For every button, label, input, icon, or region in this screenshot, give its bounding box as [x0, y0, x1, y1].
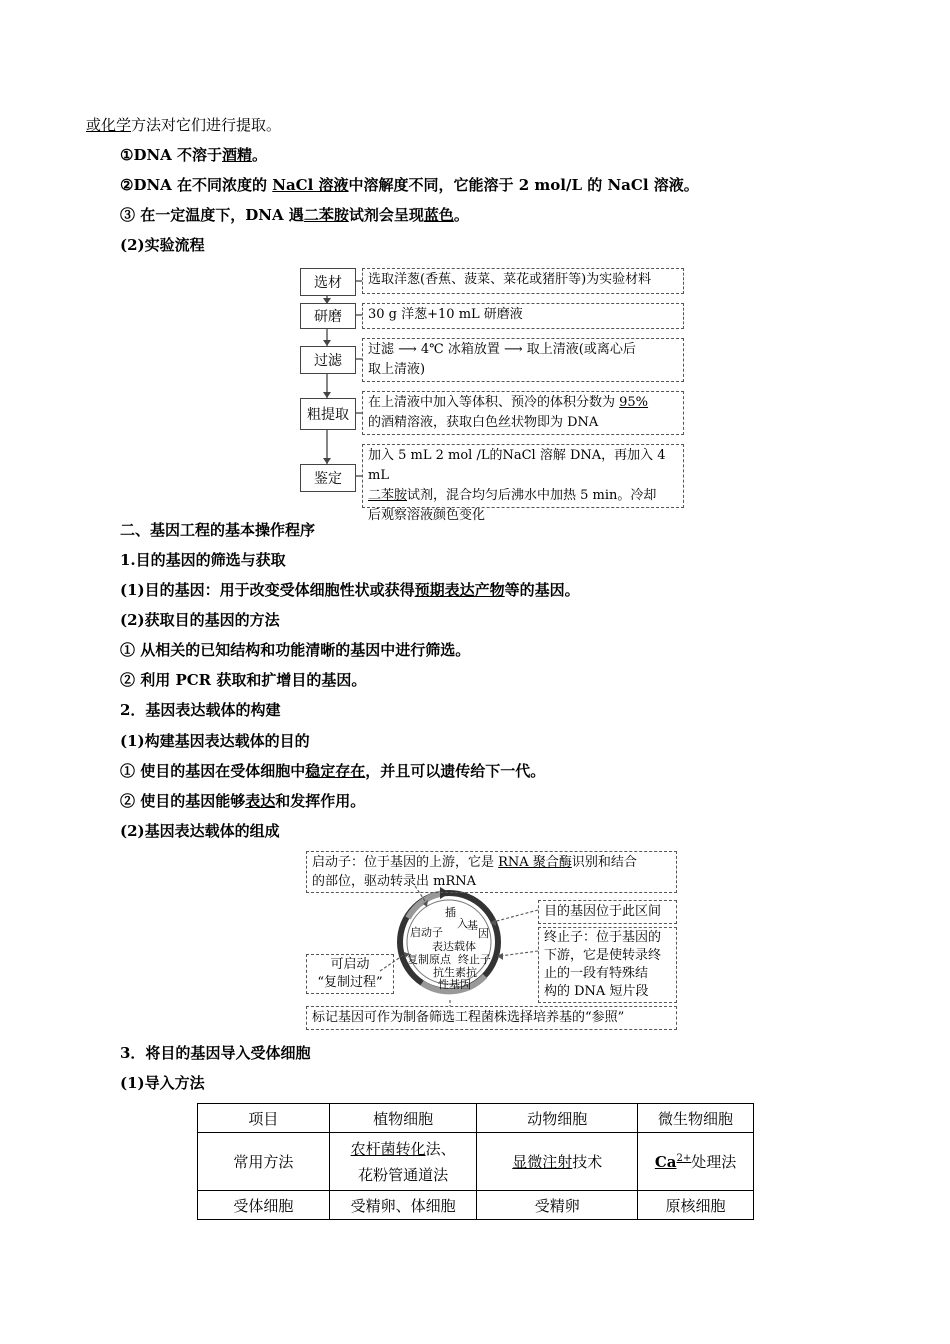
underlined-term: 预期表达产物 — [414, 581, 505, 599]
underlined-term: 蓝色 — [423, 206, 454, 224]
superscript: 2+ — [676, 1153, 692, 1164]
underlined-term: 显微注射 — [512, 1153, 573, 1171]
flow-note-identify — [362, 444, 684, 523]
flow-note-filter — [362, 338, 684, 382]
text: 。 — [453, 206, 469, 224]
note-line: 的部位，驱动转录出 mRNA — [312, 874, 477, 889]
underlined-term: 二苯胺 — [303, 206, 349, 224]
text: ② 使目的基因能够 — [120, 792, 246, 810]
note-text: 识别和结合 — [571, 855, 637, 870]
table-header-cell: 项目 — [198, 1104, 330, 1133]
vector-purpose-2 — [120, 791, 365, 811]
note-line: 可启动 — [330, 957, 370, 972]
insert-label-1: 插 — [445, 906, 456, 919]
underlined-term: 二苯胺 — [368, 488, 408, 503]
flow-step-filter: 过滤 — [300, 346, 356, 374]
text: 和发挥作用。 — [275, 792, 366, 810]
note-line: 过滤 ⟶ 4℃ 冰箱放置 ⟶ 取上清液(或离心后 — [368, 342, 636, 357]
flow-note-grind: 30 g 洋葱+10 mL 研磨液 — [362, 303, 684, 329]
note-text: 在上清液中加入等体积、预冷的体积分数为 — [368, 395, 620, 410]
text: 中溶解度不同，它能溶于 2 mol/L 的 NaCl 溶液。 — [348, 176, 699, 194]
table-header-cell: 微生物细胞 — [638, 1104, 754, 1133]
intro-text: 方法对它们进行提取。 — [131, 116, 282, 134]
underlined-term: 农杆菌转化 — [350, 1139, 426, 1158]
section-2-title: 二、基因工程的基本操作程序 — [120, 521, 316, 539]
text: 等的基因。 — [504, 581, 580, 599]
table-header-cell: 植物细胞 — [329, 1104, 477, 1133]
import-methods-heading: (1)导入方法 — [120, 1074, 205, 1092]
terminator-label: 终止子 — [458, 953, 491, 966]
table-cell: 受精卵 — [477, 1191, 638, 1220]
target-gene-note: 目的基因位于此区间 — [538, 900, 677, 924]
flow-heading: (2)实验流程 — [120, 236, 205, 254]
resistance-label-1: 抗生素抗 — [433, 966, 477, 979]
table-cell: 受精卵、体细胞 — [329, 1191, 477, 1220]
text: 法、 — [425, 1139, 456, 1158]
promoter-label: 启动子 — [410, 926, 443, 939]
text: ①DNA 不溶于 — [120, 146, 223, 164]
text: ① 使目的基因在受体细胞中 — [120, 762, 306, 780]
note-line: 取上清液) — [368, 362, 426, 377]
table-row — [198, 1133, 754, 1191]
marker-gene-note: 标记基因可作为制备筛选工程菌株选择培养基的“参照” — [306, 1006, 677, 1030]
underlined-term: 表达 — [245, 792, 276, 810]
section-2-2-title: 2．基因表达载体的构建 — [120, 701, 281, 719]
flow-note-extract — [362, 391, 684, 435]
table-cell — [477, 1133, 638, 1191]
text: ，并且可以遗传给下一代。 — [365, 762, 546, 780]
table-header-cell: 动物细胞 — [477, 1104, 638, 1133]
resistance-label-2: 性基因 — [438, 978, 471, 991]
table-header-row — [198, 1104, 754, 1133]
underlined-term: 95% — [619, 395, 649, 410]
text: 。 — [252, 146, 268, 164]
underlined-term: Ca — [654, 1153, 677, 1171]
note-line: 后观察溶液颜色变化 — [368, 508, 486, 523]
table-cell: 常用方法 — [198, 1133, 330, 1191]
text: ②DNA 在不同浓度的 — [120, 176, 273, 194]
flow-step-select: 选材 — [300, 268, 356, 296]
text: 处理法 — [691, 1153, 737, 1171]
gene-label-1: 基 — [467, 919, 478, 932]
promoter-note — [306, 851, 677, 893]
note-text: 启动子：位于基因的上游，它是 — [312, 855, 499, 870]
flowchart-connectors — [0, 0, 950, 520]
vector-composition-heading: (2)基因表达载体的组成 — [120, 822, 280, 840]
text: ③ 在一定温度下，DNA 遇 — [120, 206, 304, 224]
vector-purpose-heading: (1)构建基因表达载体的目的 — [120, 732, 310, 750]
table-cell — [329, 1133, 477, 1191]
vector-purpose-1 — [120, 761, 545, 781]
text: 技术 — [572, 1153, 603, 1171]
note-line: 加入 5 mL 2 mol /L的NaCl 溶解 DNA，再加入 4 mL — [368, 448, 666, 483]
table-cell: 受体细胞 — [198, 1191, 330, 1220]
gene-methods-heading: (2)获取目的基因的方法 — [120, 611, 280, 629]
note-line: 的酒精溶液，获取白色丝状物即为 DNA — [368, 415, 599, 430]
text: (1)目的基因：用于改变受体细胞性状或获得 — [120, 581, 415, 599]
underlined-term: NaCl 溶液 — [272, 176, 349, 194]
note-line: “复制过程” — [317, 975, 383, 990]
flow-step-identify: 鉴定 — [300, 464, 356, 492]
flow-step-extract: 粗提取 — [300, 398, 356, 430]
underlined-term: 稳定存在 — [305, 762, 366, 780]
flow-step-grind: 研磨 — [300, 303, 356, 329]
note-line: 构的 DNA 短片段 — [544, 984, 649, 999]
origin-note — [306, 954, 394, 994]
terminator-note — [538, 927, 677, 1003]
gene-method-2: ② 利用 PCR 获取和扩增目的基因。 — [120, 671, 367, 689]
underlined-term: 酒精 — [222, 146, 253, 164]
target-gene-definition — [120, 580, 580, 600]
text: 试剂会呈现 — [348, 206, 424, 224]
note-line: 终止子：位于基因的 — [544, 930, 662, 945]
table-cell: 原核细胞 — [638, 1191, 754, 1220]
import-methods-table — [197, 1103, 754, 1220]
table-row — [198, 1191, 754, 1220]
origin-label: 复制原点 — [407, 953, 451, 966]
section-2-1-title: 1.目的基因的筛选与获取 — [120, 551, 286, 569]
note-text: 下游，它是使转录终 — [544, 948, 662, 963]
note-line: 止的一段有特殊结 — [544, 966, 649, 981]
table-cell — [638, 1133, 754, 1191]
section-2-3-title: 3．将目的基因导入受体细胞 — [120, 1044, 311, 1062]
flow-note-select: 选取洋葱(香蕉、菠菜、菜花或猪肝等)为实验材料 — [362, 268, 684, 294]
gene-method-1: ① 从相关的已知结构和功能清晰的基因中进行筛选。 — [120, 641, 471, 659]
underlined-term: 或化学 — [86, 116, 132, 134]
underlined-term: RNA 聚合酶 — [498, 855, 572, 870]
text: 花粉管通道法 — [358, 1165, 449, 1184]
gene-label-2: 因 — [478, 927, 489, 940]
note-text: 试剂，混合均匀后沸水中加热 5 min。冷却 — [407, 488, 657, 503]
vector-label: 表达载体 — [432, 940, 476, 953]
insert-label-2: 入 — [457, 917, 468, 930]
